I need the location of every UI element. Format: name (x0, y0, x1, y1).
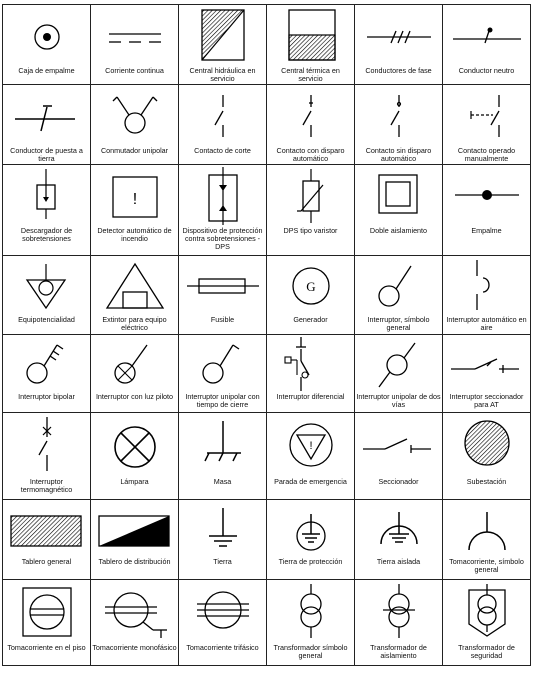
caption: Extintor para equipo eléctrico (102, 315, 167, 332)
caption: Tomacorriente, símbolo general (449, 557, 524, 574)
cell-fusible (179, 256, 267, 335)
interruptor-luz-piloto-icon (91, 335, 178, 393)
cell-tomacorriente-general (443, 500, 531, 580)
caption: Central hidráulica en servicio (189, 66, 256, 83)
cell-contacto-sin-disparo (355, 85, 443, 165)
caption: Seccionador (378, 477, 419, 486)
cell-equipotencialidad (3, 256, 91, 335)
cell-caja-de-empalme (3, 5, 91, 85)
detector-incendio-icon (91, 165, 178, 223)
caption: Contacto operado manualmente (457, 146, 516, 163)
caption: Tablero de distribución (98, 557, 171, 566)
cell-transformador-general (267, 580, 355, 666)
cell-tierra-proteccion (267, 500, 355, 580)
caption: Tierra aislada (376, 557, 421, 566)
cell-descargador (3, 165, 91, 256)
cell-lampara (91, 413, 179, 500)
cell-dps-varistor (267, 165, 355, 256)
caption: Caja de empalme (18, 66, 75, 75)
cell-tierra-aislada (355, 500, 443, 580)
caption: Tierra (213, 557, 232, 566)
caption: Interruptor seccionador para AT (449, 392, 524, 409)
caption: Interruptor automático en aire (446, 315, 527, 332)
tablero-distribucion-icon (91, 500, 178, 558)
interruptor-tiempo-icon (179, 335, 266, 393)
interruptor-bipolar-icon (3, 335, 90, 393)
caption: Tablero general (21, 557, 72, 566)
cell-interruptor-general (355, 256, 443, 335)
conductor-puesta-tierra-icon (3, 85, 90, 143)
corriente-continua-icon (91, 5, 178, 63)
caption: Conmutador unipolar (100, 146, 169, 155)
cell-interruptor-bipolar (3, 335, 91, 413)
tomacorriente-piso-icon (3, 580, 90, 638)
caption: Conductores de fase (365, 66, 432, 75)
central-hidraulica-icon (179, 5, 266, 63)
caption: Interruptor termomagnético (20, 477, 73, 494)
doble-aislamiento-icon (355, 165, 442, 223)
cell-tomacorriente-monofasico (91, 580, 179, 666)
caption: Doble aislamiento (369, 226, 428, 235)
caption: Contacto con disparo automático (276, 146, 345, 163)
interruptor-general-icon (355, 256, 442, 314)
conductores-de-fase-icon (355, 5, 442, 63)
detector-mark: ! (132, 191, 138, 208)
tomacorriente-trifasico-icon (179, 580, 266, 638)
cell-interruptor-aire (443, 256, 531, 335)
caption: Interruptor unipolar con tiempo de cierre (185, 392, 260, 409)
caption: DPS tipo varistor (283, 226, 338, 235)
cell-interruptor-diferencial (267, 335, 355, 413)
cell-tomacorriente-piso (3, 580, 91, 666)
cell-tierra (179, 500, 267, 580)
cell-tablero-general (3, 500, 91, 580)
cell-detector-incendio (91, 165, 179, 256)
cell-transformador-aislamiento (355, 580, 443, 666)
cell-subestacion (443, 413, 531, 500)
cell-conductores-de-fase (355, 5, 443, 85)
caption: Equipotencialidad (18, 315, 75, 324)
caption: Interruptor unipolar de dos vías (356, 392, 441, 409)
caption: Empalme (471, 226, 502, 235)
tierra-proteccion-icon (267, 500, 354, 558)
conductor-neutro-icon (443, 5, 530, 63)
cell-tablero-distribucion (91, 500, 179, 580)
interruptor-seccionador-at-icon (443, 335, 530, 393)
contacto-de-corte-icon (179, 85, 266, 143)
subestacion-icon (443, 413, 530, 471)
contacto-manual-icon (443, 85, 530, 143)
caption: Dispositivo de protección contra sobretensiones - DPS (182, 226, 263, 251)
caption: Generador (293, 315, 328, 324)
cell-conductor-puesta-tierra (3, 85, 91, 165)
caption: Masa (213, 477, 232, 486)
transformador-general-icon (267, 580, 354, 638)
caption: Interruptor diferencial (276, 392, 345, 401)
cell-transformador-seguridad (443, 580, 531, 666)
cell-contacto-con-disparo (267, 85, 355, 165)
caption: Interruptor, símbolo general (367, 315, 430, 332)
extintor-icon (91, 256, 178, 314)
cell-central-termica (267, 5, 355, 85)
interruptor-aire-icon (443, 256, 530, 314)
contacto-sin-disparo-icon (355, 85, 442, 143)
caption: Interruptor con luz piloto (95, 392, 174, 401)
cell-masa (179, 413, 267, 500)
lampara-icon (91, 413, 178, 471)
caption: Contacto sin disparo automático (365, 146, 432, 163)
tomacorriente-general-icon (443, 500, 530, 558)
caption: Lámpara (120, 477, 149, 486)
cell-interruptor-luz-piloto (91, 335, 179, 413)
caption: Corriente continua (105, 66, 164, 75)
empalme-icon (443, 165, 530, 223)
caption: Tomacorriente trifásico (186, 643, 259, 652)
cell-interruptor-seccionador-at (443, 335, 531, 413)
caption: Tomacorriente monofásico (92, 643, 177, 652)
dps-icon (179, 165, 266, 223)
cell-contacto-de-corte (179, 85, 267, 165)
dps-varistor-icon (267, 165, 354, 223)
cell-dps (179, 165, 267, 256)
cell-empalme (443, 165, 531, 256)
cell-extintor (91, 256, 179, 335)
generador-icon (267, 256, 354, 314)
cell-corriente-continua (91, 5, 179, 85)
caption: Parada de emergencia (274, 477, 347, 486)
cell-doble-aislamiento (355, 165, 443, 256)
cell-interruptor-tiempo (179, 335, 267, 413)
cell-conductor-neutro (443, 5, 531, 85)
caption: Interruptor bipolar (18, 392, 75, 401)
equipotencialidad-icon (3, 256, 90, 314)
contacto-con-disparo-icon (267, 85, 354, 143)
caption: Transformador de seguridad (458, 643, 515, 660)
cell-conmutador-unipolar (91, 85, 179, 165)
cell-generador (267, 256, 355, 335)
caption: Tierra de protección (278, 557, 343, 566)
tierra-aislada-icon (355, 500, 442, 558)
fusible-icon (179, 256, 266, 314)
cell-parada-emergencia (267, 413, 355, 500)
caption: Conductor de puesta a tierra (10, 146, 83, 163)
caption: Central térmica en servicio (281, 66, 340, 83)
tablero-general-icon (3, 500, 90, 558)
seccionador-icon (355, 413, 442, 471)
generator-letter: G (306, 279, 316, 294)
caption: Tomacorriente en el piso (7, 643, 86, 652)
transformador-seguridad-icon (443, 580, 530, 638)
termomagnetico-icon (3, 413, 90, 471)
emergency-mark: ! (309, 440, 313, 452)
cell-tomacorriente-trifasico (179, 580, 267, 666)
tierra-icon (179, 500, 266, 558)
interruptor-dos-vias-icon (355, 335, 442, 393)
caption: Transformador de aislamiento (370, 643, 427, 660)
transformador-aislamiento-icon (355, 580, 442, 638)
cell-termomagnetico (3, 413, 91, 500)
central-termica-icon (267, 5, 354, 63)
caption: Fusible (210, 315, 235, 324)
caption: Conductor neutro (458, 66, 515, 75)
caption: Descargador de sobretensiones (20, 226, 73, 243)
caja-de-empalme-icon (3, 5, 90, 63)
tomacorriente-monofasico-icon (91, 580, 178, 638)
caption: Transformador símbolo general (273, 643, 348, 660)
cell-central-hidraulica (179, 5, 267, 85)
cell-contacto-manual (443, 85, 531, 165)
symbol-table (2, 4, 531, 666)
caption: Subestación (466, 477, 507, 486)
caption: Contacto de corte (194, 146, 251, 155)
masa-icon (179, 413, 266, 471)
descargador-icon (3, 165, 90, 223)
caption: Detector automático de incendio (97, 226, 172, 243)
conmutador-unipolar-icon (91, 85, 178, 143)
cell-seccionador (355, 413, 443, 500)
cell-interruptor-dos-vias (355, 335, 443, 413)
interruptor-diferencial-icon (267, 335, 354, 393)
parada-emergencia-icon (267, 413, 354, 471)
